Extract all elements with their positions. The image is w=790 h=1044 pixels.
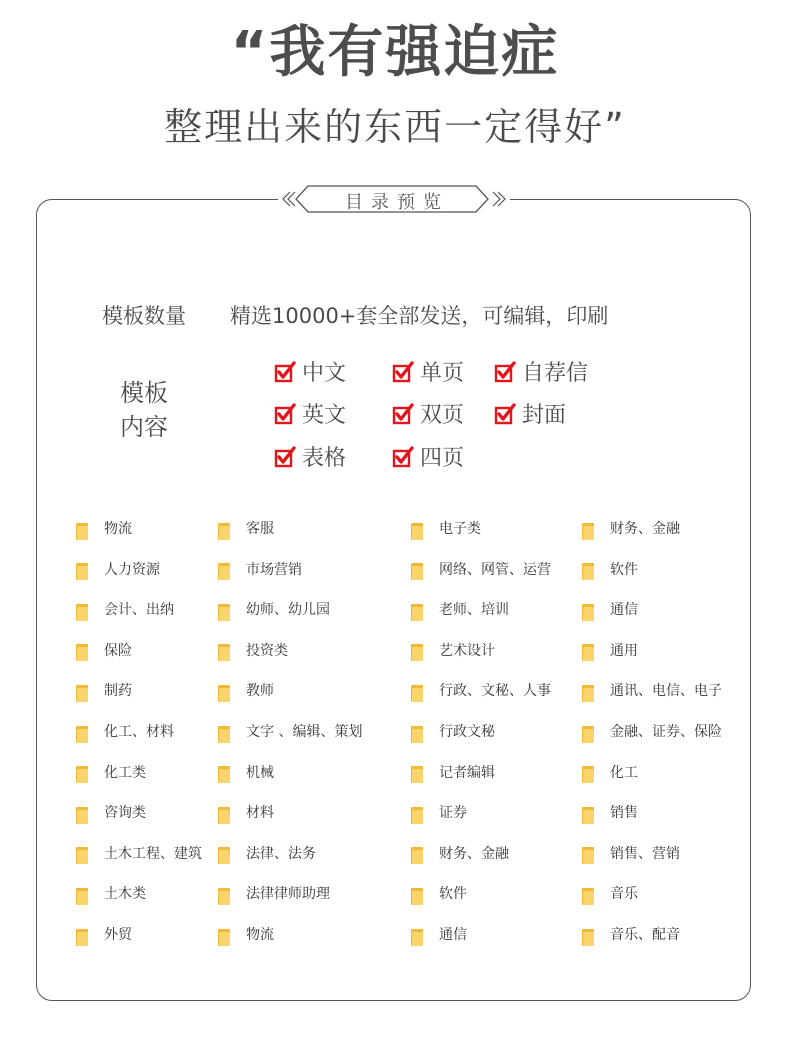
folder-icon — [218, 563, 230, 580]
category-label: 物流 — [246, 927, 274, 943]
folder-icon — [582, 563, 594, 580]
category-item — [582, 881, 638, 905]
content-label-line-1: 模板 — [120, 379, 168, 407]
category-label: 幼师、幼儿园 — [246, 602, 330, 619]
category-item — [218, 881, 330, 905]
folder-icon — [218, 929, 230, 946]
category-label: 客服 — [246, 521, 274, 537]
category-item — [411, 841, 509, 865]
folder-icon — [411, 604, 423, 621]
category-label: 市场营销 — [246, 561, 302, 578]
category-label: 通用 — [610, 642, 638, 659]
category-label: 材料 — [246, 805, 274, 822]
headline: “我有强迫症 — [230, 20, 560, 85]
template-count-value: 精选10000+套全部发送，可编辑，印刷 — [230, 304, 609, 328]
category-item — [411, 881, 467, 905]
category-label: 销售、营销 — [610, 845, 680, 862]
category-item — [76, 516, 132, 540]
category-item — [76, 841, 202, 865]
check-label: 英文 — [302, 403, 347, 428]
category-label: 化工类 — [104, 764, 146, 781]
category-item — [411, 760, 495, 784]
category-label: 行政文秘 — [439, 724, 495, 740]
category-item — [582, 557, 638, 581]
category-label: 保险 — [104, 642, 132, 659]
folder-icon — [218, 726, 230, 743]
category-label: 法律律师助理 — [246, 886, 330, 903]
folder-icon — [218, 644, 230, 661]
check-item-cover-letter — [494, 356, 588, 387]
folder-icon — [411, 644, 423, 661]
check-item-table — [274, 441, 346, 472]
category-label: 财务、金融 — [610, 521, 680, 537]
category-label: 软件 — [439, 886, 467, 903]
category-label: 会计、出纳 — [104, 602, 174, 619]
category-label: 化工 — [610, 764, 638, 781]
category-item — [76, 638, 132, 662]
category-label: 咨询类 — [104, 805, 146, 822]
category-label: 物流 — [104, 521, 132, 537]
category-label: 音乐、配音 — [610, 927, 680, 943]
folder-icon — [411, 563, 423, 580]
category-item — [218, 841, 316, 865]
category-label: 老师、培训 — [439, 602, 509, 619]
check-label: 封面 — [522, 403, 567, 428]
category-label: 艺术设计 — [439, 642, 495, 659]
check-item-single-page — [392, 356, 464, 387]
category-item — [218, 760, 274, 784]
folder-icon — [411, 847, 423, 864]
folder-icon — [582, 523, 594, 540]
category-label: 土木工程、建筑 — [104, 845, 202, 862]
folder-icon — [582, 766, 594, 783]
category-item — [582, 719, 722, 743]
check-label: 四页 — [420, 446, 465, 471]
checkbox-checked-icon — [274, 446, 296, 468]
category-item — [76, 800, 146, 824]
category-item — [582, 841, 680, 865]
category-item — [76, 557, 160, 581]
folder-icon — [411, 807, 423, 824]
folder-icon — [218, 807, 230, 824]
category-item — [582, 760, 638, 784]
checkbox-checked-icon — [494, 361, 516, 383]
category-item — [582, 800, 638, 824]
checkbox-checked-icon — [494, 403, 516, 425]
category-label: 记者编辑 — [439, 764, 495, 781]
category-label: 音乐 — [610, 886, 638, 903]
folder-icon — [76, 726, 88, 743]
category-item — [411, 597, 509, 621]
category-label: 通讯、电信、电子 — [610, 683, 722, 700]
folder-icon — [411, 888, 423, 905]
category-label: 电子类 — [439, 521, 481, 537]
category-label: 法律、法务 — [246, 845, 316, 862]
check-item-chinese — [274, 356, 346, 387]
category-item — [76, 719, 174, 743]
folder-icon — [582, 604, 594, 621]
template-count-label: 模板数量 — [102, 304, 186, 328]
category-item — [76, 597, 174, 621]
category-item — [582, 597, 638, 621]
category-item — [76, 881, 146, 905]
category-item — [76, 760, 146, 784]
category-item — [411, 719, 495, 743]
check-item-english — [274, 398, 346, 429]
category-item — [411, 638, 495, 662]
folder-icon — [218, 685, 230, 702]
template-content-label — [108, 376, 180, 444]
checkbox-checked-icon — [392, 403, 414, 425]
category-item — [218, 678, 274, 702]
subheadline: 整理出来的东西一定得好” — [164, 105, 626, 149]
category-label: 化工、材料 — [104, 724, 174, 740]
checkbox-checked-icon — [274, 361, 296, 383]
folder-icon — [76, 523, 88, 540]
folder-icon — [218, 847, 230, 864]
folder-icon — [76, 888, 88, 905]
folder-icon — [582, 644, 594, 661]
category-label: 行政、文秘、人事 — [439, 683, 551, 700]
folder-icon — [76, 847, 88, 864]
category-label: 制药 — [104, 683, 132, 700]
category-label: 财务、金融 — [439, 845, 509, 862]
folder-icon — [411, 929, 423, 946]
category-label: 销售 — [610, 805, 638, 822]
category-item — [76, 678, 132, 702]
check-item-double-page — [392, 398, 464, 429]
category-item — [218, 638, 288, 662]
check-label: 表格 — [302, 446, 347, 471]
category-item — [218, 597, 330, 621]
folder-icon — [76, 929, 88, 946]
folder-icon — [76, 604, 88, 621]
folder-icon — [218, 523, 230, 540]
category-label: 投资类 — [246, 642, 288, 659]
category-label: 金融、证券、保险 — [610, 724, 722, 740]
folder-icon — [582, 888, 594, 905]
category-item — [218, 800, 274, 824]
category-label: 教师 — [246, 683, 274, 700]
category-item — [411, 557, 551, 581]
check-label: 单页 — [420, 361, 465, 386]
category-label: 证券 — [439, 805, 467, 822]
folder-icon — [411, 523, 423, 540]
category-label: 软件 — [610, 561, 638, 578]
category-label: 通信 — [439, 927, 467, 943]
folder-icon — [582, 726, 594, 743]
folder-icon — [76, 563, 88, 580]
check-label: 自荐信 — [522, 361, 589, 386]
category-item — [411, 516, 481, 540]
category-label: 网络、网管、运营 — [439, 561, 551, 578]
tab-label: 目录预览 — [345, 192, 449, 213]
category-label: 土木类 — [104, 886, 146, 903]
checkbox-checked-icon — [274, 403, 296, 425]
category-label: 机械 — [246, 764, 274, 781]
category-item — [582, 678, 722, 702]
category-label: 通信 — [610, 602, 638, 619]
check-label: 双页 — [420, 403, 465, 428]
folder-icon — [76, 807, 88, 824]
folder-icon — [411, 766, 423, 783]
folder-icon — [582, 685, 594, 702]
category-item — [582, 516, 680, 540]
folder-icon — [218, 604, 230, 621]
content-label-line-2: 内容 — [120, 413, 168, 441]
folder-icon — [218, 766, 230, 783]
category-item — [218, 516, 274, 540]
category-item — [582, 922, 680, 946]
folder-icon — [411, 726, 423, 743]
folder-icon — [411, 685, 423, 702]
folder-icon — [76, 644, 88, 661]
category-item — [218, 557, 302, 581]
category-item — [218, 922, 274, 946]
catalog-tab — [278, 184, 510, 214]
folder-icon — [76, 685, 88, 702]
folder-icon — [582, 807, 594, 824]
folder-icon — [582, 847, 594, 864]
check-label: 中文 — [302, 361, 347, 386]
check-item-four-page — [392, 441, 464, 472]
category-item — [582, 638, 638, 662]
category-label: 文字 、编辑、策划 — [246, 724, 363, 740]
checkbox-checked-icon — [392, 446, 414, 468]
category-label: 外贸 — [104, 927, 132, 943]
category-item — [76, 922, 132, 946]
folder-icon — [76, 766, 88, 783]
category-item — [218, 719, 362, 743]
check-item-cover — [494, 398, 566, 429]
category-label: 人力资源 — [104, 561, 160, 578]
category-item — [411, 800, 467, 824]
folder-icon — [582, 929, 594, 946]
checkbox-checked-icon — [392, 361, 414, 383]
category-item — [411, 678, 551, 702]
category-item — [411, 922, 467, 946]
folder-icon — [218, 888, 230, 905]
